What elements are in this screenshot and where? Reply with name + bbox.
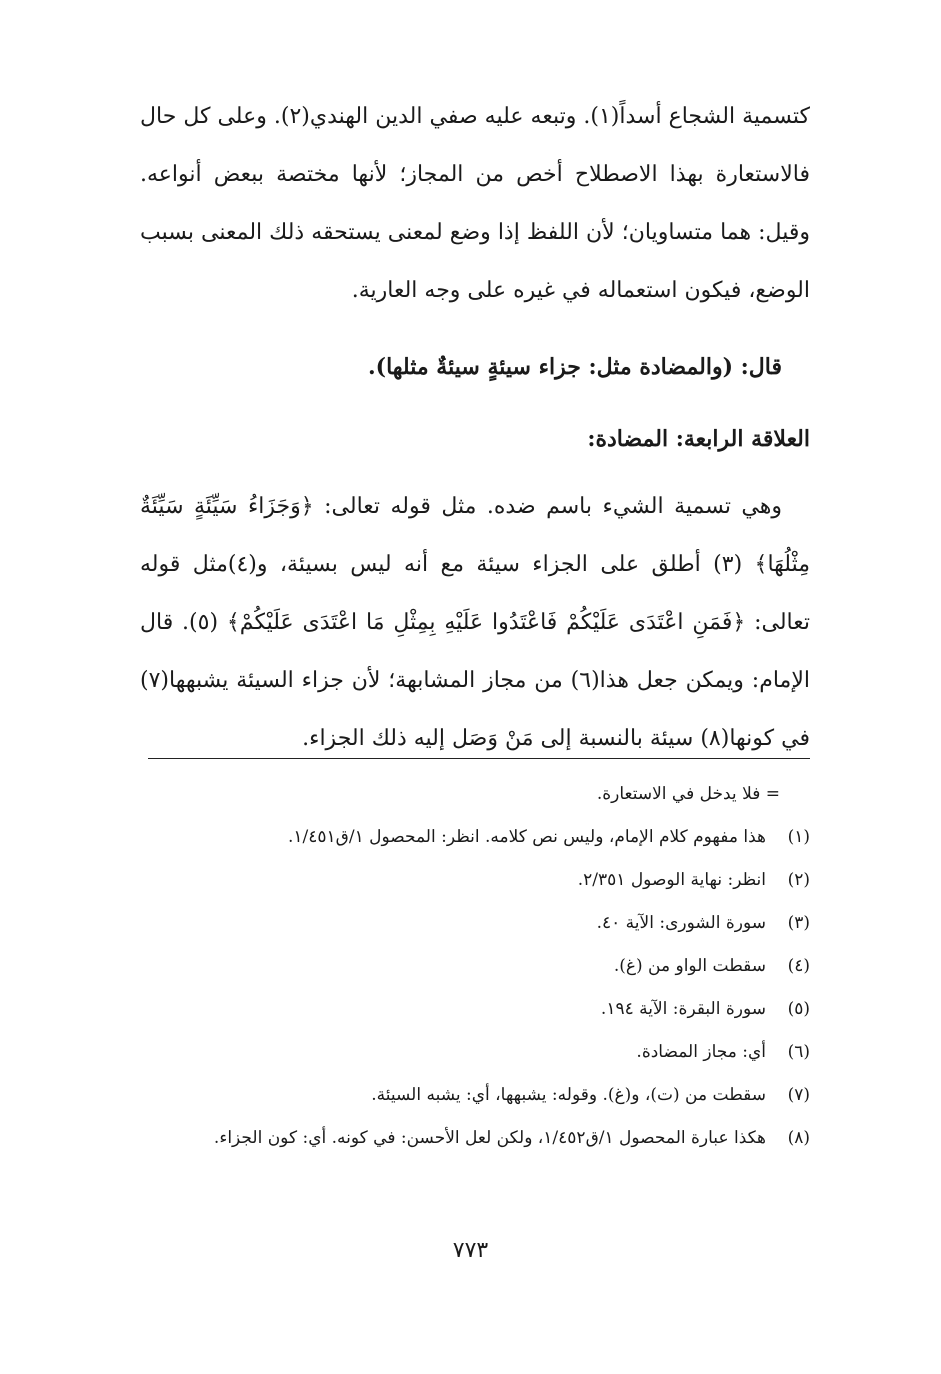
footnote	[140, 1031, 810, 1074]
footnote	[140, 1074, 810, 1117]
footnote-number: (٥)	[787, 999, 810, 1019]
footnote-text: هذا مفهوم كلام الإمام، وليس نص كلامه. انظر: المحصول ١/ق١/٤٥١.	[287, 827, 766, 847]
footnote-number: (٦)	[787, 1042, 810, 1062]
quoted-text: قال: (والمضادة مثل: جزاء سيئةٍ سيئةٌ مثلها).	[368, 354, 782, 380]
footnote-text: انظر: نهاية الوصول ٢/٣٥١.	[577, 870, 766, 890]
footnote-text: سقطت الواو من (غ).	[613, 956, 766, 976]
footnote-text: أي: مجاز المضادة.	[636, 1042, 766, 1062]
footnote-number: (٤)	[787, 956, 810, 976]
footnote-continuation: = فلا يدخل في الاستعارة.	[596, 784, 780, 804]
paragraph-2: وهي تسمية الشيء باسم ضده. مثل قوله تعالى: ﴿وَجَزَاءُ سَيِّئَةٍ سَيِّئَةٌ مِثْلُهَا﴾ (٣) أطلق على الجزاء سيئة مع أنه ليس بسيئة، و(٤)مثل قوله تعالى: ﴿فَمَنِ اعْتَدَى عَلَيْكُمْ فَاعْتَدُوا عَلَيْهِ بِمِثْلِ مَا اعْتَدَى عَلَيْكُمْ﴾ (٥). قال الإمام: ويمكن جعل هذا(٦) من مجاز المشابهة؛ لأن جزاء السيئة يشبهها(٧) في كونها(٨) سيئة بالنسبة إلى مَنْ وَصَل إليه ذلك الجزاء.	[140, 494, 810, 751]
page-number: ٧٧٣	[452, 1238, 489, 1263]
footnote-text: هكذا عبارة المحصول ١/ق١/٤٥٢، ولكن لعل الأحسن: في كونه. أي: كون الجزاء.	[213, 1128, 766, 1148]
footnote	[140, 945, 810, 988]
footnote-text: سورة الشورى: الآية ٤٠.	[596, 913, 766, 933]
footnote	[140, 1117, 810, 1160]
footnote-number: (٧)	[787, 1085, 810, 1105]
footnote-number: (٣)	[787, 913, 810, 933]
footnote-divider	[148, 758, 810, 759]
footnote-text: سورة البقرة: الآية ١٩٤.	[600, 999, 766, 1019]
footnote-text: سقطت من (ت)، و(غ). وقوله: يشبهها، أي: يشبه السيئة.	[371, 1085, 766, 1105]
footnote	[140, 816, 810, 859]
footnotes	[140, 772, 810, 1160]
footnote-number: (١)	[787, 827, 810, 847]
section-heading: العلاقة الرابعة: المضادة:	[587, 426, 810, 452]
main-text	[140, 88, 810, 786]
footnote	[140, 859, 810, 902]
footnote	[140, 902, 810, 945]
footnote-number: (٢)	[787, 870, 810, 890]
footnote-number: (٨)	[787, 1128, 810, 1148]
footnote	[140, 988, 810, 1031]
paragraph-1: كتسمية الشجاع أسداً(١). وتبعه عليه صفي الدين الهندي(٢). وعلى كل حال فالاستعارة بهذا الاصطلاح أخص من المجاز؛ لأنها مختصة ببعض أنواعه. وقيل: هما متساويان؛ لأن اللفظ إذا وضع لمعنى يستحقه ذلك المعنى بسبب الوضع، فيكون استعماله في غيره على وجه العارية.	[140, 104, 810, 303]
